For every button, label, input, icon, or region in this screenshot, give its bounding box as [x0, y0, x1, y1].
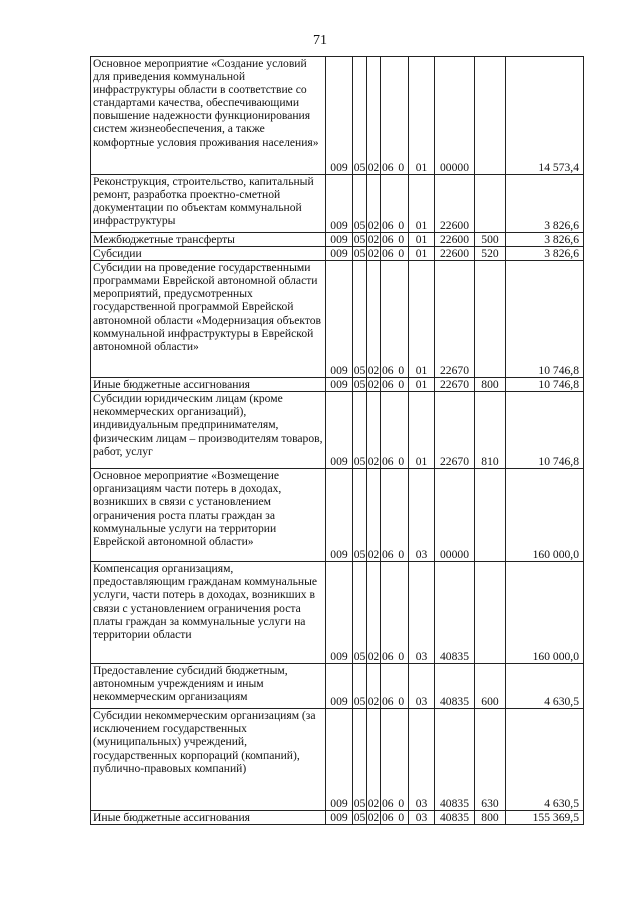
subsection-code: 02: [367, 709, 381, 811]
event-code: 03: [409, 709, 435, 811]
subprogram-code: 0: [395, 261, 409, 378]
section-code: 05: [353, 233, 366, 246]
event-code: 01: [409, 57, 435, 175]
row-name: Субсидии: [91, 247, 326, 261]
subprogram-code: 0: [395, 811, 409, 825]
direction-code: 22670: [435, 261, 475, 378]
expense-type-code: 800: [475, 811, 506, 825]
amount: 4 630,5: [506, 709, 584, 811]
ministry-code: 009: [326, 664, 353, 709]
expense-type-code: 520: [475, 247, 506, 261]
subprogram-code: 0: [395, 469, 409, 562]
table-row: [91, 392, 584, 469]
row-name: Предоставление субсидий бюджетным, автономным учреждениям и иным некоммерческим организациям: [91, 664, 326, 709]
table-row: [91, 175, 584, 233]
subprogram-code: 0: [395, 378, 409, 392]
program-code: 06: [381, 378, 394, 392]
table-row: [91, 562, 584, 664]
ministry-code: 009: [326, 709, 353, 811]
ministry-code: 009: [326, 392, 353, 469]
program-code: 06: [381, 261, 395, 378]
expense-type-code: [475, 57, 506, 175]
expense-type-code: 630: [475, 709, 506, 811]
subsection-code: 02: [367, 562, 381, 664]
direction-code: 22600: [435, 233, 475, 247]
expense-type-code: [475, 261, 506, 378]
section-code: 05: [353, 261, 367, 378]
row-name: Субсидии юридическим лицам (кроме некоммерческих организаций), индивидуальным предпринимателям, физическим лицам – производителям товаров, работ, услуг: [91, 392, 326, 469]
subprogram-code: 0: [395, 709, 409, 811]
expense-type-code: [475, 562, 506, 664]
program-code: 06: [381, 709, 395, 811]
row-name: Межбюджетные трансферты: [91, 233, 326, 247]
subsection-code: 02: [367, 247, 380, 261]
event-code: 03: [409, 469, 435, 562]
table-row: [91, 247, 584, 261]
event-code: 01: [409, 261, 435, 378]
subprogram-code: 0: [395, 392, 409, 469]
section-code: 05: [353, 247, 366, 261]
amount: 160 000,0: [506, 562, 584, 664]
program-code: 06: [381, 392, 395, 469]
expense-type-code: 800: [475, 378, 506, 392]
expense-type-code: 500: [475, 233, 506, 247]
subsection-code: 02: [367, 392, 381, 469]
ministry-code: 009: [326, 469, 353, 562]
section-code: 05: [353, 709, 367, 811]
program-code: 06: [381, 233, 394, 246]
direction-code: 00000: [435, 57, 475, 175]
expense-type-code: 810: [475, 392, 506, 469]
ministry-code: 009: [326, 57, 353, 175]
subsection-code: 02: [367, 378, 380, 392]
row-name: Основное мероприятие «Создание условий для приведения коммунальной инфраструктуры области в соответствие со стандартами качества, обеспечивающими повышение надежности функционирования систем жизнеобеспечения, а также комфортные условия проживания населения»: [91, 57, 326, 175]
row-name: Компенсация организациям, предоставляющим гражданам коммунальные услуги, части потерь в доходах, возникших в связи с установлением ограничения роста платы граждан за коммунальные услуги на территории области: [91, 562, 326, 664]
ministry-code: 009: [326, 247, 353, 261]
direction-code: 40835: [435, 562, 475, 664]
subsection-code: 02: [367, 811, 380, 825]
amount: 160 000,0: [506, 469, 584, 562]
row-name: Субсидии некоммерческим организациям (за исключением государственных (муниципальных) учреждений, государственных корпораций (компаний), публично-правовых компаний): [91, 709, 326, 811]
ministry-code: 009: [326, 261, 353, 378]
direction-code: 22670: [435, 392, 475, 469]
row-name: Субсидии на проведение государственными программами Еврейской автономной области мероприятий, предусмотренных государственной программой Еврейской автономной области «Модернизация объектов коммунальной инфраструктуры в Еврейской автономной области»: [91, 261, 326, 378]
table-row: [91, 811, 584, 825]
event-code: 01: [409, 247, 435, 261]
subprogram-code: 0: [395, 247, 409, 261]
table-row: [91, 57, 584, 175]
program-code: 06: [381, 811, 394, 825]
page-number: 71: [313, 33, 327, 48]
amount: 10 746,8: [506, 261, 584, 378]
section-code: 05: [353, 57, 367, 175]
amount: 3 826,6: [506, 233, 584, 247]
table-row: [91, 233, 584, 247]
amount: 3 826,6: [506, 247, 584, 261]
amount: 3 826,6: [506, 175, 584, 233]
amount: 10 746,8: [506, 378, 584, 392]
section-code: 05: [353, 175, 367, 233]
direction-code: 00000: [435, 469, 475, 562]
expense-type-code: [475, 175, 506, 233]
event-code: 03: [409, 811, 435, 825]
program-code: 06: [381, 247, 394, 261]
row-name: Основное мероприятие «Возмещение организациям части потерь в доходах, возникших в связи с установлением ограничения роста платы граждан за коммунальные услуги на территории Еврейской автономной области»: [91, 469, 326, 562]
expense-type-code: [475, 469, 506, 562]
direction-code: 40835: [435, 664, 475, 709]
table-row: [91, 469, 584, 562]
subsection-code: 02: [367, 469, 381, 562]
subsection-code: 02: [367, 57, 381, 175]
section-code: 05: [353, 392, 367, 469]
program-code: 06: [381, 562, 395, 664]
table-row: [91, 261, 584, 378]
program-code: 06: [381, 469, 395, 562]
event-code: 03: [409, 562, 435, 664]
direction-code: 22600: [435, 247, 475, 261]
amount: 155 369,5: [506, 811, 584, 825]
program-code: 06: [381, 175, 395, 233]
subsection-code: 02: [367, 175, 381, 233]
row-name: Иные бюджетные ассигнования: [91, 811, 326, 825]
program-code: 06: [381, 664, 395, 709]
event-code: 01: [409, 392, 435, 469]
ministry-code: 009: [326, 175, 353, 233]
subprogram-code: 0: [395, 57, 409, 175]
amount: 4 630,5: [506, 664, 584, 709]
subprogram-code: 0: [395, 175, 409, 233]
amount: 10 746,8: [506, 392, 584, 469]
subprogram-code: 0: [395, 562, 409, 664]
section-code: 05: [353, 378, 366, 392]
subsection-code: 02: [367, 664, 381, 709]
row-name: Реконструкция, строительство, капитальный ремонт, разработка проектно-сметной документации по объектам коммунальной инфраструктуры: [91, 175, 326, 233]
event-code: 01: [409, 378, 435, 392]
subprogram-code: 0: [395, 664, 409, 709]
section-code: 05: [353, 469, 367, 562]
program-code: 06: [381, 57, 395, 175]
event-code: 01: [409, 175, 435, 233]
event-code: 01: [409, 233, 435, 247]
budget-table: [90, 56, 584, 825]
event-code: 03: [409, 664, 435, 709]
subprogram-code: 0: [395, 233, 409, 247]
ministry-code: 009: [326, 233, 353, 247]
subsection-code: 02: [367, 233, 380, 246]
subsection-code: 02: [367, 261, 381, 378]
section-code: 05: [353, 562, 367, 664]
direction-code: 40835: [435, 811, 475, 825]
section-code: 05: [353, 664, 367, 709]
expense-type-code: 600: [475, 664, 506, 709]
ministry-code: 009: [326, 811, 353, 825]
direction-code: 22600: [435, 175, 475, 233]
row-name: Иные бюджетные ассигнования: [91, 378, 326, 392]
ministry-code: 009: [326, 562, 353, 664]
direction-code: 40835: [435, 709, 475, 811]
section-code: 05: [353, 811, 366, 825]
table-row: [91, 709, 584, 811]
table-row: [91, 378, 584, 392]
direction-code: 22670: [435, 378, 475, 392]
amount: 14 573,4: [506, 57, 584, 175]
table-row: [91, 664, 584, 709]
ministry-code: 009: [326, 378, 353, 392]
